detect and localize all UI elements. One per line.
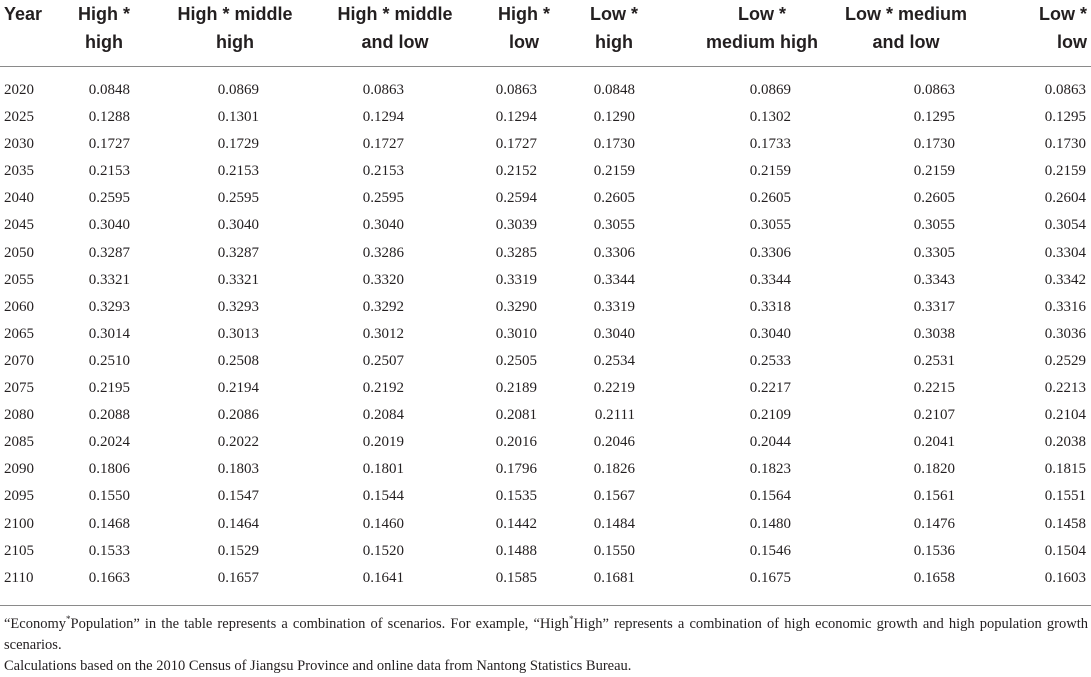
- table-row: [0, 267, 1091, 294]
- value-cell-low-high: 0.1484: [593, 515, 635, 532]
- column-header-line: Low *: [590, 4, 638, 24]
- value-cell-low-low: 0.1730: [1044, 136, 1086, 153]
- value-cell-high-middle-high: 0.1803: [217, 461, 259, 478]
- value-cell-low-medium-high: 0.1302: [749, 109, 791, 126]
- year-cell: 2110: [4, 569, 34, 586]
- value-cell-low-low: 0.2529: [1044, 352, 1086, 369]
- value-cell-low-low: 0.2213: [1044, 380, 1086, 397]
- value-cell-high-low: 0.3010: [495, 325, 537, 342]
- value-cell-low-high: 0.3344: [593, 271, 635, 288]
- column-header-low-high: [576, 0, 652, 66]
- year-cell: 2050: [4, 244, 34, 261]
- value-cell-low-medium-high: 0.1733: [749, 136, 791, 153]
- value-cell-low-medium-high: 0.2217: [749, 380, 791, 397]
- value-cell-low-medium-high: 0.0869: [749, 82, 791, 98]
- value-cell-high-high: 0.3014: [88, 325, 130, 342]
- value-cell-low-high: 0.3306: [593, 244, 635, 261]
- column-header-line: Year: [4, 4, 43, 24]
- footnote-asterisk: *: [568, 614, 574, 625]
- value-cell-high-middle-high: 0.1464: [217, 515, 259, 532]
- table-row: [0, 321, 1091, 348]
- value-cell-high-middle-high: 0.3013: [217, 325, 259, 342]
- value-cell-high-middle-low: 0.3286: [362, 244, 404, 261]
- value-cell-high-high: 0.2153: [88, 163, 130, 180]
- year-cell: 2090: [4, 461, 34, 478]
- table-row: [0, 348, 1091, 375]
- year-cell: 2025: [4, 109, 34, 126]
- value-cell-low-low: 0.1815: [1044, 461, 1086, 478]
- value-cell-high-middle-low: 0.1460: [362, 515, 404, 532]
- column-header-line: low: [509, 32, 539, 52]
- table-row: [0, 77, 1091, 104]
- value-cell-low-low: 0.1504: [1044, 542, 1086, 559]
- value-cell-high-high: 0.2595: [88, 190, 130, 207]
- value-cell-high-low: 0.1727: [495, 136, 537, 153]
- value-cell-high-middle-low: 0.3320: [362, 271, 404, 288]
- value-cell-high-middle-high: 0.2022: [217, 434, 259, 451]
- table-row: [0, 456, 1091, 483]
- value-cell-low-medium-low: 0.3055: [913, 217, 955, 234]
- value-cell-low-low: 0.2604: [1044, 190, 1086, 207]
- value-cell-high-high: 0.1663: [88, 569, 130, 586]
- column-header-high-high: [68, 0, 140, 66]
- value-cell-low-low: 0.3316: [1044, 298, 1086, 315]
- value-cell-low-medium-high: 0.3040: [749, 325, 791, 342]
- value-cell-low-low: 0.1603: [1044, 569, 1086, 586]
- year-cell: 2100: [4, 515, 34, 532]
- value-cell-low-medium-low: 0.1658: [913, 569, 955, 586]
- table-body: [0, 77, 1091, 592]
- value-cell-high-middle-high: 0.1529: [217, 542, 259, 559]
- value-cell-low-medium-low: 0.1295: [913, 109, 955, 126]
- value-cell-low-high: 0.0848: [593, 82, 635, 98]
- value-cell-low-medium-low: 0.2605: [913, 190, 955, 207]
- value-cell-high-middle-high: 0.3321: [217, 271, 259, 288]
- column-header-high-low: [472, 0, 576, 66]
- value-cell-high-middle-high: 0.2153: [217, 163, 259, 180]
- value-cell-low-medium-high: 0.2109: [749, 407, 791, 424]
- value-cell-low-high: 0.2046: [593, 434, 635, 451]
- value-cell-high-middle-low: 0.2507: [362, 352, 404, 369]
- table-row: [0, 565, 1091, 592]
- value-cell-low-low: 0.1458: [1044, 515, 1086, 532]
- value-cell-high-middle-high: 0.2508: [217, 352, 259, 369]
- table-row: [0, 429, 1091, 456]
- year-cell: 2030: [4, 136, 34, 153]
- value-cell-high-middle-low: 0.2019: [362, 434, 404, 451]
- value-cell-low-medium-high: 0.2605: [749, 190, 791, 207]
- value-cell-low-high: 0.2111: [594, 407, 635, 424]
- value-cell-low-medium-low: 0.1730: [913, 136, 955, 153]
- column-header-high-middle-low: [320, 0, 470, 66]
- value-cell-high-high: 0.1288: [88, 109, 130, 126]
- value-cell-high-low: 0.2016: [495, 434, 537, 451]
- footnote-text: Population” in the table represents a combination of scenarios. For example, “High: [70, 616, 569, 632]
- footnote-text: “Economy: [4, 616, 67, 632]
- column-header-line: Low *: [1039, 4, 1087, 24]
- value-cell-high-low: 0.1294: [495, 109, 537, 126]
- value-cell-high-middle-high: 0.3040: [217, 217, 259, 234]
- value-cell-high-middle-low: 0.3012: [362, 325, 404, 342]
- value-cell-high-low: 0.1488: [495, 542, 537, 559]
- table-row: [0, 240, 1091, 267]
- value-cell-low-low: 0.3342: [1044, 271, 1086, 288]
- table-row: [0, 158, 1091, 185]
- value-cell-low-medium-high: 0.2044: [749, 434, 791, 451]
- value-cell-high-high: 0.2024: [88, 434, 130, 451]
- column-header-line: high: [595, 32, 633, 52]
- value-cell-high-high: 0.1533: [88, 542, 130, 559]
- value-cell-high-middle-low: 0.2153: [362, 163, 404, 180]
- value-cell-high-middle-high: 0.1547: [217, 488, 259, 505]
- value-cell-high-middle-low: 0.3292: [362, 298, 404, 315]
- column-header-low-medium-low: [830, 0, 982, 66]
- column-header-line: Low * medium: [844, 4, 967, 24]
- value-cell-low-medium-high: 0.1480: [749, 515, 791, 532]
- table-bottom-rule: [0, 605, 1091, 606]
- value-cell-high-middle-high: 0.1729: [217, 136, 259, 153]
- footnote-asterisk: *: [66, 614, 71, 625]
- footnote-source: Calculations based on the 2010 Census of Jiangsu Province and online data from Nantong Statistics Bureau.: [4, 658, 632, 674]
- value-cell-low-medium-high: 0.1675: [749, 569, 791, 586]
- value-cell-low-high: 0.3040: [593, 325, 635, 342]
- value-cell-low-low: 0.2159: [1044, 163, 1086, 180]
- column-header-year: [4, 0, 64, 66]
- value-cell-high-high: 0.0848: [88, 82, 130, 98]
- year-cell: 2040: [4, 190, 34, 207]
- year-cell: 2060: [4, 298, 34, 315]
- value-cell-low-medium-low: 0.2215: [913, 380, 955, 397]
- value-cell-high-middle-low: 0.2084: [362, 407, 404, 424]
- value-cell-high-low: 0.2189: [495, 380, 537, 397]
- value-cell-high-low: 0.0863: [495, 82, 537, 98]
- year-cell: 2065: [4, 325, 34, 342]
- table-row: [0, 538, 1091, 565]
- value-cell-low-low: 0.2104: [1044, 407, 1086, 424]
- year-cell: 2105: [4, 542, 34, 559]
- year-cell: 2085: [4, 434, 34, 451]
- value-cell-low-medium-high: 0.1564: [749, 488, 791, 505]
- value-cell-low-high: 0.2219: [593, 380, 635, 397]
- value-cell-high-high: 0.1468: [88, 515, 130, 532]
- value-cell-low-high: 0.1567: [593, 488, 635, 505]
- value-cell-high-high: 0.3287: [88, 244, 130, 261]
- column-header-line: Low *: [738, 4, 786, 24]
- value-cell-high-middle-low: 0.1520: [362, 542, 404, 559]
- footnote-scenarios: [4, 614, 1088, 656]
- value-cell-high-middle-high: 0.2595: [217, 190, 259, 207]
- year-cell: 2020: [4, 82, 34, 98]
- table-row: [0, 483, 1091, 510]
- value-cell-high-low: 0.2152: [495, 163, 537, 180]
- value-cell-low-medium-low: 0.1536: [913, 542, 955, 559]
- value-cell-high-high: 0.3040: [88, 217, 130, 234]
- value-cell-high-middle-high: 0.2086: [217, 407, 259, 424]
- year-cell: 2055: [4, 271, 34, 288]
- table-row: [0, 511, 1091, 538]
- year-cell: 2070: [4, 352, 34, 369]
- value-cell-low-medium-low: 0.0863: [913, 82, 955, 98]
- value-cell-low-high: 0.2605: [593, 190, 635, 207]
- value-cell-low-medium-high: 0.3344: [749, 271, 791, 288]
- table-row: [0, 185, 1091, 212]
- value-cell-high-low: 0.2505: [495, 352, 537, 369]
- value-cell-low-medium-low: 0.2159: [913, 163, 955, 180]
- value-cell-low-medium-low: 0.1561: [913, 488, 955, 505]
- value-cell-high-middle-low: 0.1727: [362, 136, 404, 153]
- value-cell-low-high: 0.2159: [593, 163, 635, 180]
- value-cell-low-medium-high: 0.3055: [749, 217, 791, 234]
- value-cell-high-middle-low: 0.1801: [362, 461, 404, 478]
- value-cell-high-middle-high: 0.3293: [217, 298, 259, 315]
- table-footnotes: [4, 614, 1088, 677]
- value-cell-low-high: 0.1730: [593, 136, 635, 153]
- value-cell-high-low: 0.3039: [495, 217, 537, 234]
- value-cell-low-low: 0.3036: [1044, 325, 1086, 342]
- table-row: [0, 294, 1091, 321]
- value-cell-high-low: 0.2594: [495, 190, 537, 207]
- column-header-line: High *: [498, 4, 550, 24]
- table-header: [0, 0, 1091, 67]
- value-cell-high-low: 0.1796: [495, 461, 537, 478]
- column-header-high-middle-high: [160, 0, 310, 66]
- value-cell-high-low: 0.1535: [495, 488, 537, 505]
- value-cell-high-middle-high: 0.2194: [217, 380, 259, 397]
- value-cell-high-middle-low: 0.1544: [362, 488, 404, 505]
- value-cell-low-medium-high: 0.3318: [749, 298, 791, 315]
- value-cell-low-medium-low: 0.2041: [913, 434, 955, 451]
- table-row: [0, 131, 1091, 158]
- value-cell-low-medium-high: 0.2533: [749, 352, 791, 369]
- column-header-line: high: [216, 32, 254, 52]
- value-cell-low-high: 0.1681: [593, 569, 635, 586]
- value-cell-low-low: 0.1295: [1044, 109, 1086, 126]
- value-cell-high-middle-high: 0.1301: [217, 109, 259, 126]
- value-cell-high-high: 0.3293: [88, 298, 130, 315]
- value-cell-high-low: 0.1442: [495, 515, 537, 532]
- value-cell-high-high: 0.1550: [88, 488, 130, 505]
- value-cell-high-low: 0.3285: [495, 244, 537, 261]
- value-cell-low-low: 0.0863: [1044, 82, 1086, 98]
- value-cell-high-low: 0.1585: [495, 569, 537, 586]
- value-cell-high-middle-low: 0.0863: [362, 82, 404, 98]
- column-header-line: and low: [872, 32, 940, 52]
- value-cell-low-low: 0.3054: [1044, 217, 1086, 234]
- value-cell-low-low: 0.1551: [1044, 488, 1086, 505]
- value-cell-low-medium-high: 0.2159: [749, 163, 791, 180]
- table-row: [0, 104, 1091, 131]
- value-cell-low-high: 0.1290: [593, 109, 635, 126]
- value-cell-high-high: 0.2195: [88, 380, 130, 397]
- column-header-line: High *: [78, 4, 130, 24]
- footnote-text: High” represents a combination of high economic growth and high population growth scenarios.: [4, 616, 1088, 653]
- value-cell-high-high: 0.1806: [88, 461, 130, 478]
- year-cell: 2095: [4, 488, 34, 505]
- column-header-line: medium high: [706, 32, 818, 52]
- column-header-line: low: [1057, 32, 1087, 52]
- value-cell-low-high: 0.1550: [593, 542, 635, 559]
- value-cell-low-high: 0.2534: [593, 352, 635, 369]
- value-cell-low-high: 0.1826: [593, 461, 635, 478]
- value-cell-low-medium-low: 0.3317: [913, 298, 955, 315]
- value-cell-high-middle-high: 0.0869: [217, 82, 259, 98]
- column-header-line: high: [85, 32, 123, 52]
- year-cell: 2075: [4, 380, 34, 397]
- column-header-low-medium-high: [690, 0, 834, 66]
- value-cell-high-low: 0.3319: [495, 271, 537, 288]
- table-row: [0, 212, 1091, 239]
- value-cell-low-medium-low: 0.3343: [913, 271, 955, 288]
- value-cell-low-medium-low: 0.2107: [913, 407, 955, 424]
- value-cell-low-low: 0.3304: [1044, 244, 1086, 261]
- value-cell-low-high: 0.3319: [593, 298, 635, 315]
- value-cell-low-medium-low: 0.3038: [913, 325, 955, 342]
- table-row: [0, 402, 1091, 429]
- value-cell-high-middle-high: 0.1657: [217, 569, 259, 586]
- value-cell-high-middle-high: 0.3287: [217, 244, 259, 261]
- value-cell-low-medium-high: 0.1546: [749, 542, 791, 559]
- value-cell-high-middle-low: 0.1641: [362, 569, 404, 586]
- year-cell: 2045: [4, 217, 34, 234]
- value-cell-low-medium-low: 0.3305: [913, 244, 955, 261]
- column-header-low-low: [1010, 0, 1087, 66]
- value-cell-low-medium-low: 0.1476: [913, 515, 955, 532]
- value-cell-low-medium-low: 0.1820: [913, 461, 955, 478]
- value-cell-high-high: 0.1727: [88, 136, 130, 153]
- value-cell-high-middle-low: 0.1294: [362, 109, 404, 126]
- value-cell-low-medium-high: 0.3306: [749, 244, 791, 261]
- value-cell-low-medium-high: 0.1823: [749, 461, 791, 478]
- value-cell-high-middle-low: 0.3040: [362, 217, 404, 234]
- column-header-line: High * middle: [337, 4, 453, 24]
- value-cell-high-high: 0.3321: [88, 271, 130, 288]
- value-cell-low-medium-low: 0.2531: [913, 352, 955, 369]
- value-cell-high-low: 0.3290: [495, 298, 537, 315]
- column-header-line: High * middle: [177, 4, 293, 24]
- value-cell-high-middle-low: 0.2595: [362, 190, 404, 207]
- column-header-line: and low: [361, 32, 429, 52]
- value-cell-high-high: 0.2088: [88, 407, 130, 424]
- year-cell: 2035: [4, 163, 34, 180]
- value-cell-low-low: 0.2038: [1044, 434, 1086, 451]
- year-cell: 2080: [4, 407, 34, 424]
- value-cell-high-high: 0.2510: [88, 352, 130, 369]
- value-cell-high-middle-low: 0.2192: [362, 380, 404, 397]
- value-cell-low-high: 0.3055: [593, 217, 635, 234]
- table-row: [0, 375, 1091, 402]
- value-cell-high-low: 0.2081: [495, 407, 537, 424]
